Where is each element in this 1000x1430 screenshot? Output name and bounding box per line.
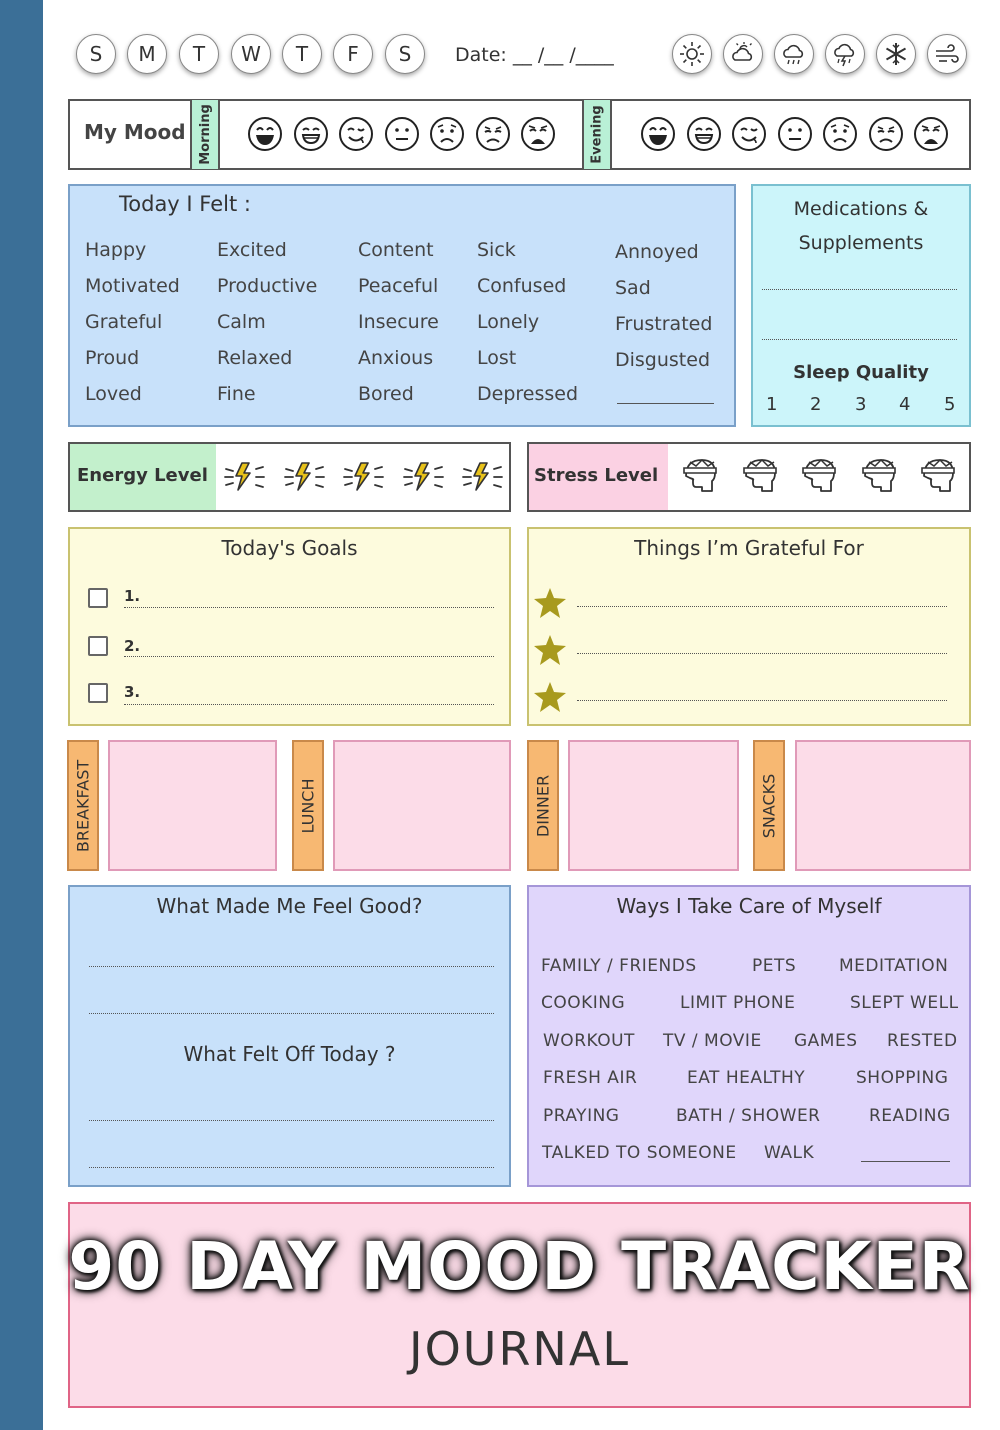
morning-neutral-face-icon[interactable] — [384, 116, 420, 152]
evening-worried-face-icon[interactable] — [868, 116, 904, 152]
self-care-option[interactable]: WORKOUT — [543, 1031, 635, 1051]
evening-laughing-face-icon[interactable] — [640, 116, 676, 152]
feeling-option[interactable]: Frustrated — [615, 313, 713, 335]
star-icon — [533, 681, 567, 717]
feeling-option[interactable]: Disgusted — [615, 349, 711, 371]
stress-label: Stress Level — [534, 465, 659, 486]
feeling-option[interactable]: Sick — [477, 239, 516, 261]
dinner-box[interactable] — [568, 740, 739, 871]
stressed-head-icon[interactable] — [916, 456, 958, 502]
breakfast-box[interactable] — [108, 740, 277, 871]
feeling-option[interactable]: Motivated — [85, 275, 180, 297]
snacks-label: SNACKS — [759, 773, 779, 838]
morning-grinning-face-icon[interactable] — [293, 116, 329, 152]
day-wednesday[interactable] — [231, 34, 271, 74]
self-care-option[interactable]: MEDITATION — [839, 956, 949, 976]
rain-icon[interactable] — [774, 34, 814, 74]
date-field[interactable]: Date: __ /__ /____ — [455, 44, 614, 66]
felt-off-line[interactable] — [89, 1167, 494, 1168]
morning-worried-face-icon[interactable] — [475, 116, 511, 152]
day-saturday[interactable] — [385, 34, 425, 74]
book-spine — [0, 0, 43, 1430]
journal-title: 90 DAY MOOD TRACKER — [68, 1228, 971, 1305]
self-care-option[interactable]: PRAYING — [543, 1106, 620, 1126]
sleep-rating-2[interactable]: 2 — [810, 394, 822, 415]
felt-off-title: What Felt Off Today ? — [183, 1042, 396, 1066]
evening-crying-face-icon[interactable] — [913, 116, 949, 152]
feeling-option[interactable]: Sad — [615, 277, 651, 299]
self-care-option[interactable]: COOKING — [541, 993, 626, 1013]
medication-line[interactable] — [762, 339, 957, 340]
evening-winking-face-icon[interactable] — [731, 116, 767, 152]
lunch-box[interactable] — [333, 740, 511, 871]
day-label: S — [89, 42, 103, 66]
feeling-option[interactable]: Calm — [217, 311, 266, 333]
day-label: T — [192, 42, 206, 66]
dinner-tab — [527, 740, 559, 871]
evening-neutral-face-icon[interactable] — [777, 116, 813, 152]
storm-icon[interactable] — [825, 34, 865, 74]
feeling-option[interactable]: Bored — [358, 383, 414, 405]
feel-good-panel — [68, 885, 511, 1187]
stressed-head-icon[interactable] — [738, 456, 780, 502]
goal-number: 3. — [124, 683, 141, 701]
star-icon — [533, 634, 567, 670]
self-care-option[interactable]: WALK — [764, 1143, 815, 1163]
star-icon — [533, 587, 567, 623]
self-care-option[interactable]: TV / MOVIE — [663, 1031, 762, 1051]
self-care-option[interactable]: TALKED TO SOMEONE — [542, 1143, 737, 1163]
medications-title-line2: Supplements — [798, 232, 924, 254]
self-care-option[interactable]: SLEPT WELL — [850, 993, 959, 1013]
goal-number: 1. — [124, 587, 141, 605]
morning-laughing-face-icon[interactable] — [247, 116, 283, 152]
feeling-option[interactable]: Anxious — [358, 347, 434, 369]
feeling-option[interactable]: Insecure — [358, 311, 439, 333]
felt-off-line[interactable] — [89, 1120, 494, 1121]
feel-good-title: What Made Me Feel Good? — [156, 894, 423, 918]
partly-cloudy-icon[interactable] — [723, 34, 763, 74]
evening-sad-face-icon[interactable] — [822, 116, 858, 152]
feeling-option[interactable]: Excited — [217, 239, 287, 261]
evening-tab — [582, 100, 612, 169]
breakfast-tab — [67, 740, 99, 871]
morning-sad-face-icon[interactable] — [429, 116, 465, 152]
feeling-option[interactable]: Annoyed — [615, 241, 699, 263]
goal-line-2[interactable] — [124, 656, 494, 657]
self-care-option[interactable]: BATH / SHOWER — [676, 1106, 821, 1126]
felt-other-blank[interactable] — [617, 403, 714, 404]
day-label: S — [398, 42, 412, 66]
sleep-quality-title: Sleep Quality — [793, 362, 929, 383]
feeling-option[interactable]: Loved — [85, 383, 142, 405]
feel-good-line[interactable] — [89, 966, 494, 967]
journal-subtitle: JOURNAL — [409, 1322, 630, 1376]
snow-icon[interactable] — [876, 34, 916, 74]
self-care-option[interactable]: SHOPPING — [856, 1068, 949, 1088]
self-care-option[interactable]: RESTED — [887, 1031, 958, 1051]
morning-crying-face-icon[interactable] — [520, 116, 556, 152]
morning-tab — [190, 100, 220, 169]
day-label: M — [138, 42, 156, 66]
battery-bolt-icon[interactable] — [460, 461, 506, 497]
day-thursday[interactable] — [282, 34, 322, 74]
feeling-option[interactable]: Grateful — [85, 311, 163, 333]
goal-line-3[interactable] — [124, 704, 494, 705]
feeling-option[interactable]: Content — [358, 239, 434, 261]
self-care-option[interactable]: GAMES — [794, 1031, 858, 1051]
energy-label: Energy Level — [77, 465, 208, 486]
day-sunday[interactable] — [76, 34, 116, 74]
medication-line[interactable] — [762, 289, 957, 290]
grateful-title: Things I’m Grateful For — [634, 536, 864, 560]
feel-good-line[interactable] — [89, 1013, 494, 1014]
evening-grinning-face-icon[interactable] — [686, 116, 722, 152]
evening-label: Evening — [589, 105, 605, 164]
dinner-label: DINNER — [533, 774, 553, 837]
feeling-option[interactable]: Productive — [217, 275, 318, 297]
snacks-box[interactable] — [795, 740, 971, 871]
breakfast-label: BREAKFAST — [73, 759, 93, 852]
self-care-option[interactable]: FRESH AIR — [543, 1068, 638, 1088]
feeling-option[interactable]: Lost — [477, 347, 517, 369]
self-care-option[interactable]: PETS — [752, 956, 797, 976]
feeling-option[interactable]: Fine — [217, 383, 256, 405]
day-friday[interactable] — [333, 34, 373, 74]
feeling-option[interactable]: Happy — [85, 239, 147, 261]
sleep-rating-3[interactable]: 3 — [855, 394, 867, 415]
snacks-tab — [753, 740, 785, 871]
battery-bolt-icon[interactable] — [401, 461, 447, 497]
goal-line-1[interactable] — [124, 607, 494, 608]
medications-title-line1: Medications & — [793, 198, 929, 220]
day-tuesday[interactable] — [179, 34, 219, 74]
lunch-tab — [292, 740, 324, 871]
goal-checkbox-2[interactable] — [88, 636, 108, 656]
wind-icon[interactable] — [927, 34, 967, 74]
morning-label: Morning — [197, 104, 213, 165]
grateful-line-2[interactable] — [577, 653, 947, 654]
battery-bolt-icon[interactable] — [282, 461, 328, 497]
feeling-option[interactable]: Relaxed — [217, 347, 293, 369]
day-monday[interactable] — [127, 34, 167, 74]
feeling-option[interactable]: Confused — [477, 275, 567, 297]
sun-icon[interactable] — [672, 34, 712, 74]
feeling-option[interactable]: Peaceful — [358, 275, 439, 297]
grateful-line-3[interactable] — [577, 700, 947, 701]
morning-winking-face-icon[interactable] — [338, 116, 374, 152]
sleep-rating-1[interactable]: 1 — [766, 394, 778, 415]
today-felt-title: Today I Felt : — [119, 192, 251, 216]
self-care-title: Ways I Take Care of Myself — [616, 894, 882, 918]
self-care-option[interactable]: FAMILY / FRIENDS — [541, 956, 697, 976]
goals-title: Today's Goals — [221, 536, 358, 560]
self-care-other-blank[interactable] — [861, 1161, 950, 1162]
day-label: W — [241, 42, 261, 66]
lunch-label: LUNCH — [298, 778, 318, 833]
day-label: T — [295, 42, 309, 66]
stressed-head-icon[interactable] — [678, 456, 720, 502]
day-label: F — [347, 42, 359, 66]
grateful-line-1[interactable] — [577, 606, 947, 607]
sleep-rating-5[interactable]: 5 — [944, 394, 956, 415]
mood-label: My Mood — [84, 120, 186, 144]
feeling-option[interactable]: Lonely — [477, 311, 540, 333]
medications-title — [751, 192, 971, 260]
battery-bolt-icon[interactable] — [222, 461, 268, 497]
battery-bolt-icon[interactable] — [341, 461, 387, 497]
stressed-head-icon[interactable] — [857, 456, 899, 502]
feeling-option[interactable]: Depressed — [477, 383, 579, 405]
self-care-option[interactable]: READING — [869, 1106, 951, 1126]
goal-checkbox-1[interactable] — [88, 588, 108, 608]
sleep-rating-4[interactable]: 4 — [899, 394, 911, 415]
goal-checkbox-3[interactable] — [88, 683, 108, 703]
feeling-option[interactable]: Proud — [85, 347, 140, 369]
goal-number: 2. — [124, 637, 141, 655]
self-care-option[interactable]: LIMIT PHONE — [680, 993, 796, 1013]
stressed-head-icon[interactable] — [797, 456, 839, 502]
self-care-option[interactable]: EAT HEALTHY — [687, 1068, 806, 1088]
